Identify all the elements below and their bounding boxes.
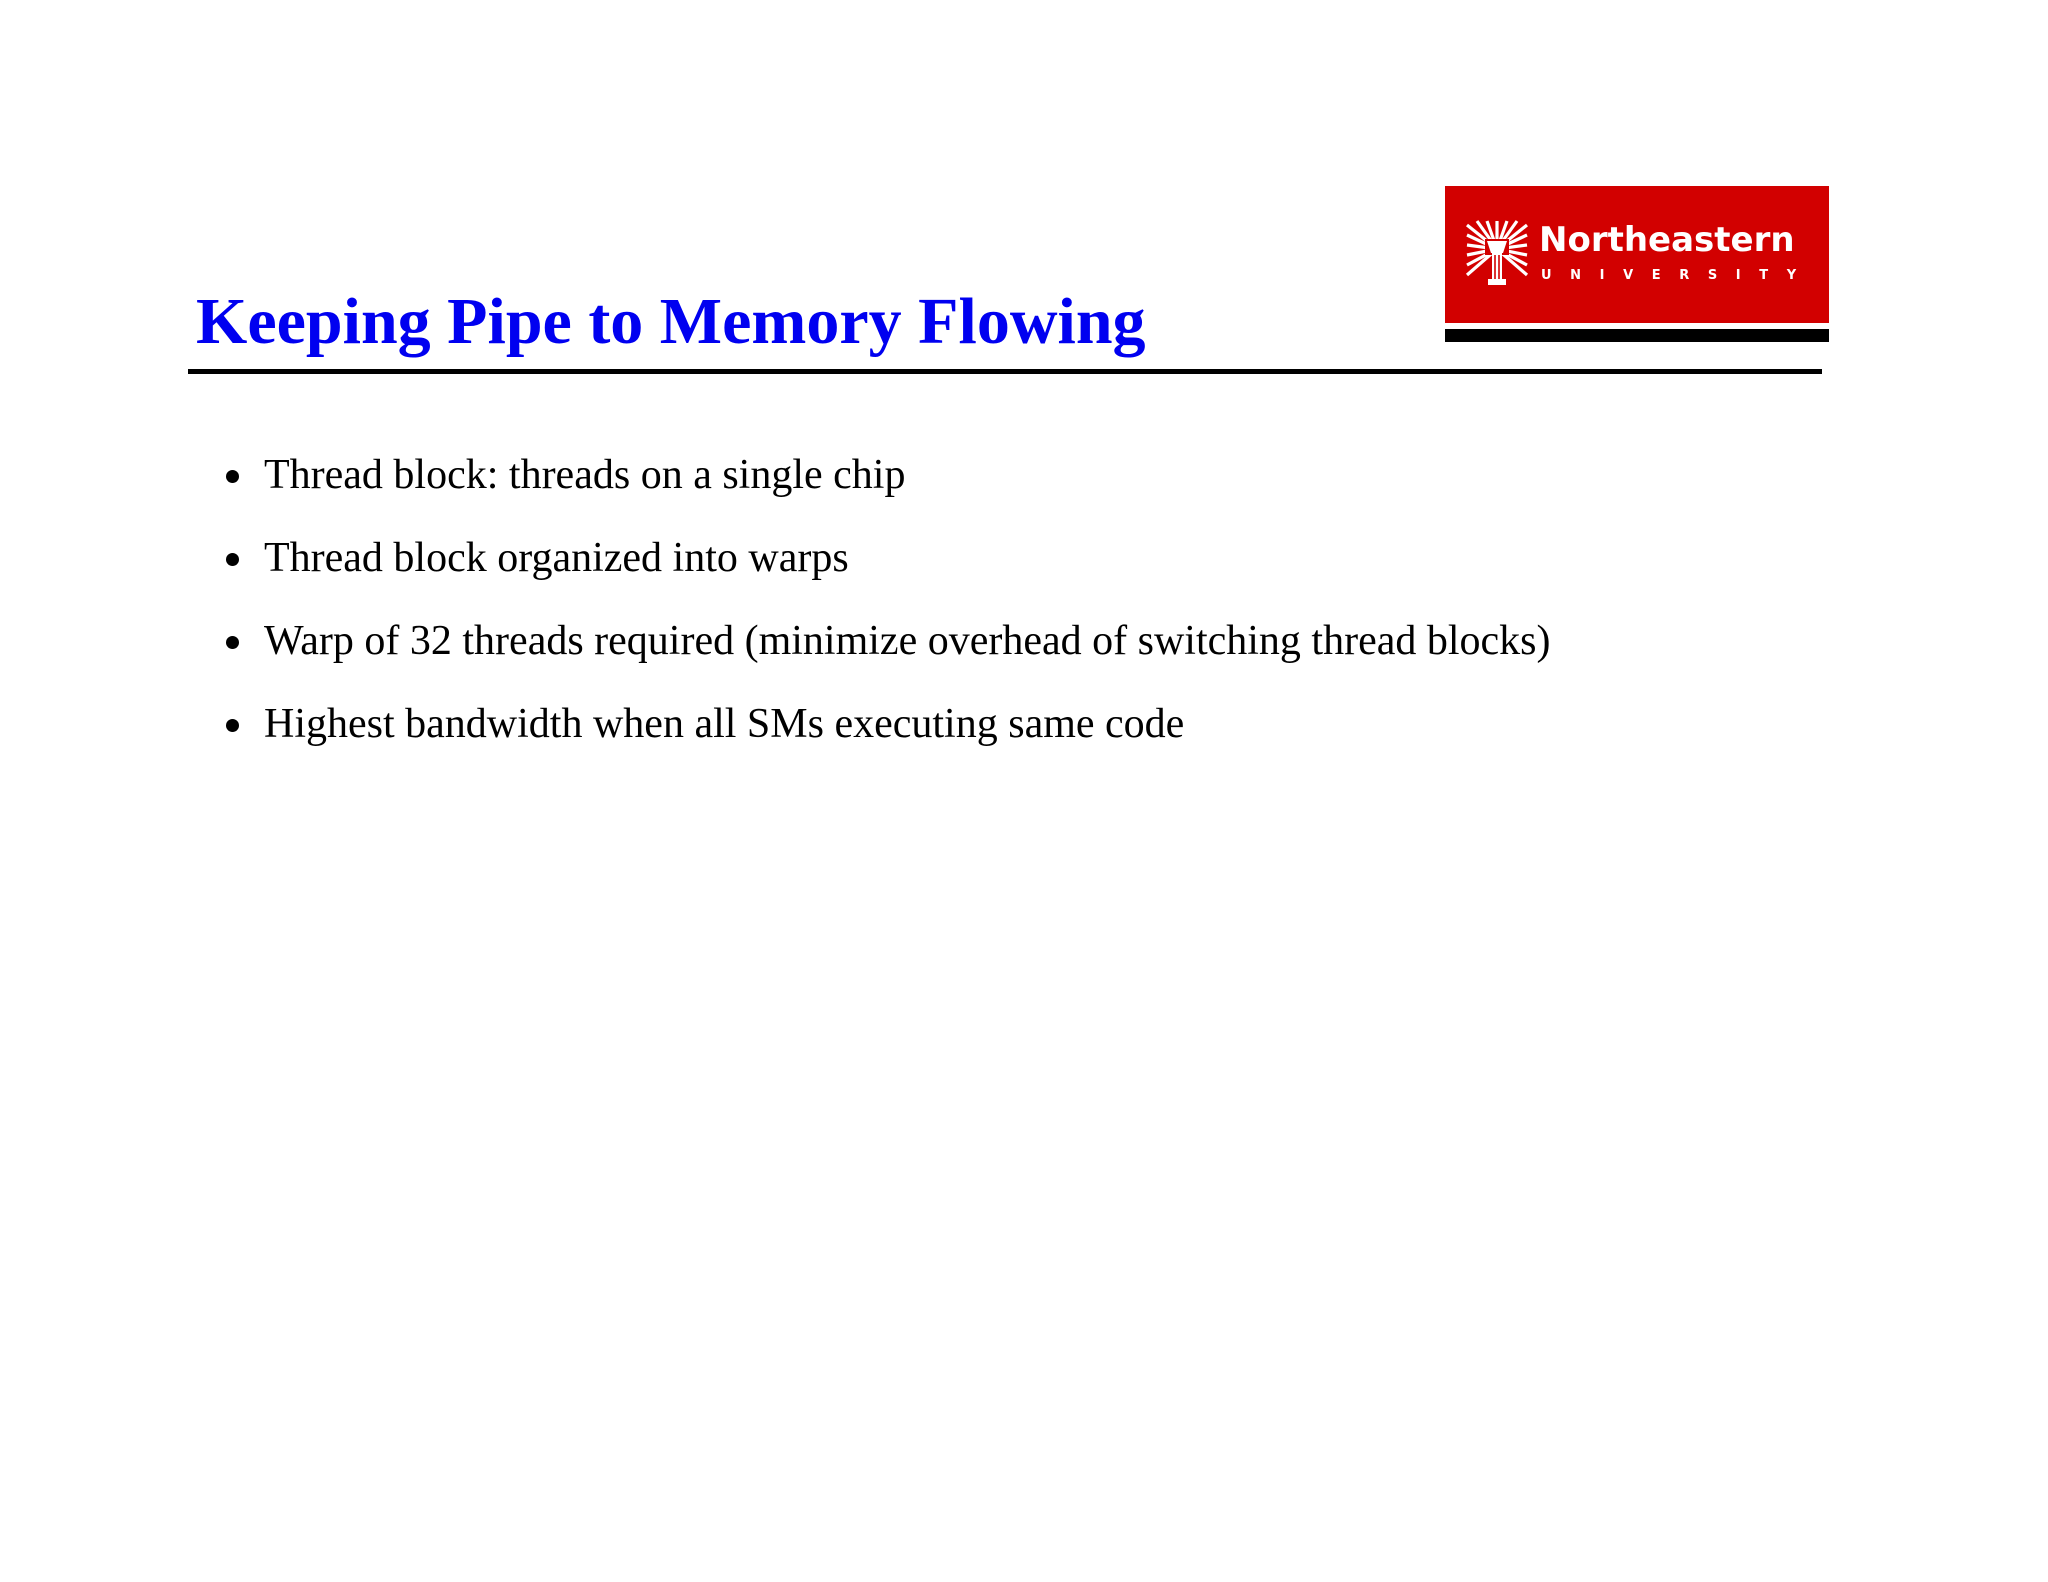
northeastern-logo <box>1445 186 1829 342</box>
title-divider <box>188 369 1822 374</box>
bullet-dot-icon <box>226 553 239 566</box>
logo-black-bar <box>1445 329 1829 342</box>
bullet-dot-icon <box>226 719 239 732</box>
bullet-text: Thread block organized into warps <box>264 535 849 581</box>
torch-sunburst-icon <box>1465 219 1529 287</box>
logo-name: Northeastern <box>1539 220 1795 260</box>
bullet-dot-icon <box>226 636 239 649</box>
bullet-text: Thread block: threads on a single chip <box>264 452 906 498</box>
logo-subtitle: UNIVERSITY <box>1541 268 1815 283</box>
bullet-dot-icon <box>226 470 239 483</box>
bullet-text: Highest bandwidth when all SMs executing same code <box>264 701 1185 747</box>
bullet-text: Warp of 32 threads required (minimize overhead of switching thread blocks) <box>264 618 1551 664</box>
logo-red-panel <box>1445 186 1829 323</box>
slide-title: Keeping Pipe to Memory Flowing <box>196 285 1146 358</box>
